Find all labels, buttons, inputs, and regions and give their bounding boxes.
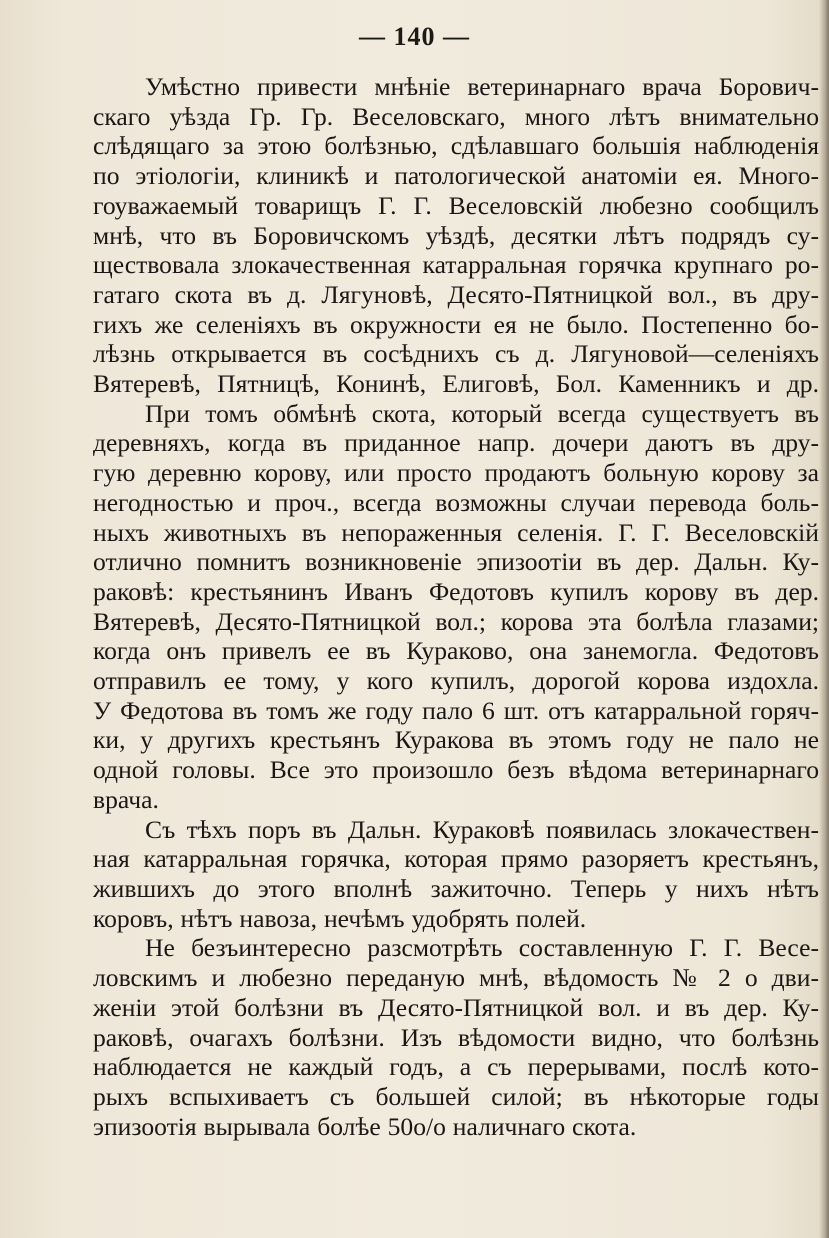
paragraph-4: [93, 933, 819, 1141]
text-line: отлично помнитъ возникновеніе эпизоотіи въ дер. Дальн. Ку-: [93, 547, 819, 577]
paragraph-2: [93, 399, 819, 815]
text-line: женіи этой болѣзни въ Десято-Пятницкой вол. и въ дер. Ку-: [93, 992, 819, 1022]
text-line: врача.: [93, 784, 159, 814]
text-line: ществовала злокачественная катарральная горячка крупнаго ро-: [93, 250, 819, 280]
paragraph-3: [93, 815, 819, 934]
text-line: При томъ обмѣнѣ скота, который всегда существуетъ въ: [145, 398, 819, 428]
text-line: скаго уѣзда Гр. Гр. Веселовскаго, много лѣтъ внимательно: [93, 101, 819, 131]
text-line: наблюдается не каждый годъ, а съ перерывами, послѣ кото-: [93, 1052, 819, 1082]
text-line: Умѣстно привести мнѣніе ветеринарнаго врача Борович-: [145, 72, 819, 101]
text-line: раковѣ, очагахъ болѣзни. Изъ вѣдомости видно, что болѣзнь: [93, 1022, 819, 1052]
text-line: гоуважаемый товарищъ Г. Г. Веселовскій любезно сообщилъ: [93, 190, 819, 220]
text-line: по этіологіи, клиникѣ и патологической анатоміи ея. Много-: [93, 161, 819, 191]
text-line: раковѣ: крестьянинъ Иванъ Федотовъ купилъ корову въ дер.: [93, 576, 819, 606]
text-line: деревняхъ, когда въ приданное напр. дочери даютъ въ дру-: [93, 428, 819, 458]
text-line: ки, у другихъ крестьянъ Куракова въ этомъ году не пало не: [93, 725, 819, 755]
text-line: слѣдящаго за этою болѣзнью, сдѣлавшаго большія наблюденія: [93, 131, 819, 161]
text-line: рыхъ вспыхиваетъ съ большей силой; въ нѣкоторые годы: [93, 1081, 819, 1111]
text-line: Не безъинтересно разсмотрѣть составленную Г. Г. Весе-: [145, 933, 819, 963]
text-line: Вятеревѣ, Десято-Пятницкой вол.; корова эта болѣла глазами;: [93, 606, 819, 636]
text-line: негодностью и проч., всегда возможны случаи перевода боль-: [93, 487, 819, 517]
page-number: — 140 —: [359, 22, 470, 51]
text-line: коровъ, нѣтъ навоза, нечѣмъ удобрять полей.: [93, 903, 587, 933]
page-edge-shadow: [819, 0, 829, 1238]
text-line: одной головы. Все это произошло безъ вѣдома ветеринарнаго: [93, 755, 819, 785]
text-line: ловскимъ и любезно переданую мнѣ, вѣдомость № 2 о дви-: [93, 963, 819, 993]
text-line: гихъ же селеніяхъ въ окружности ея не было. Постепенно бо-: [93, 309, 819, 339]
text-line: когда онъ привелъ ее въ Кураково, она занемогла. Федотовъ: [93, 636, 819, 666]
text-line: гатаго скота въ д. Лягуновѣ, Десято-Пятницкой вол., въ дру-: [93, 279, 819, 309]
text-line: гую деревню корову, или просто продаютъ больную корову за: [93, 458, 819, 488]
text-line: У Федотова въ томъ же году пало 6 шт. отъ катарральной горяч-: [93, 695, 819, 725]
text-line: эпизоотія вырывала болѣе 50о/о наличнаго скота.: [93, 1111, 637, 1141]
text-line: мнѣ, что въ Боровичскомъ уѣздѣ, десятки лѣтъ подрядъ су-: [93, 220, 819, 250]
text-line: ная катарральная горячка, которая прямо разоряетъ крестьянъ,: [93, 844, 819, 874]
text-line: Вятеревѣ, Пятницѣ, Конинѣ, Елиговѣ, Бол. Каменникъ и др.: [93, 369, 819, 399]
text-line: ныхъ животныхъ въ непораженныя селенія. Г. Г. Веселовскій: [93, 517, 819, 547]
text-line: жившихъ до этого вполнѣ зажиточно. Теперь у нихъ нѣтъ: [93, 873, 819, 903]
paragraph-1: [93, 72, 819, 399]
text-line: лѣзнь открывается въ сосѣднихъ съ д. Лягуновой—селеніяхъ: [93, 339, 819, 369]
text-line: Съ тѣхъ поръ въ Дальн. Кураковѣ появилась злокачествен-: [145, 814, 819, 844]
text-line: отправилъ ее тому, у кого купилъ, дорогой корова издохла.: [93, 666, 819, 696]
body-text: [93, 72, 819, 1141]
